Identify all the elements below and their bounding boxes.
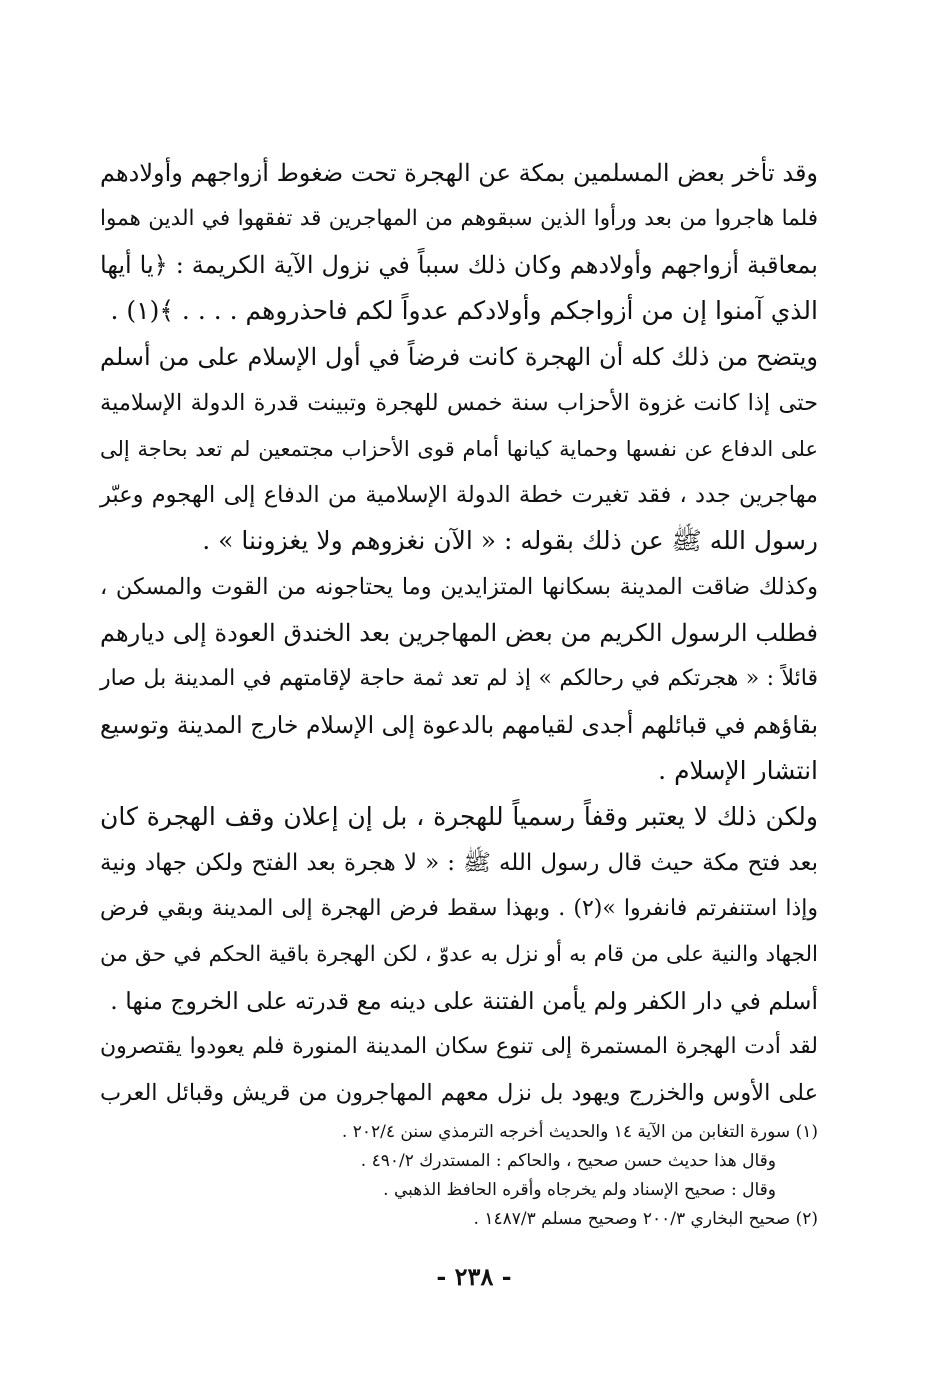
footnote-1-continuation: وقال : صحيح الإسناد ولم يخرجاه وأقره الحافظ الذهبي . [383, 1180, 776, 1200]
text-line: وقد تأخر بعض المسلمين بمكة عن الهجرة تحت ضغوط أزواجهم وأولادهم [100, 159, 818, 187]
text-line: فطلب الرسول الكريم من بعض المهاجرين بعد الخندق العودة إلى ديارهم [100, 619, 818, 647]
text-line: فلما هاجروا من بعد ورأوا الذين سبقوهم من المهاجرين قد تفقهوا في الدين هموا [100, 206, 818, 231]
text-line: انتشار الإسلام . [658, 756, 818, 785]
text-line: مهاجرين جدد ، فقد تغيرت خطة الدولة الإسلامية من الدفاع إلى الهجوم وعبّر [100, 482, 818, 508]
footnote-2: (٢) صحيح البخاري ٢٠٠/٣ وصحيح مسلم ١٤٨٧/٣ . [473, 1209, 818, 1229]
text-line: قائلاً : « هجرتكم في رحالكم » إذ لم تعد ثمة حاجة لإقامتهم في المدينة بل صار [100, 666, 818, 691]
footnote-1: (١) سورة التغابن من الآية ١٤ والحديث أخرجه الترمذي سنن ٢٠٢/٤ . [341, 1122, 818, 1142]
text-line: حتى إذا كانت غزوة الأحزاب سنة خمس للهجرة وتبينت قدرة الدولة الإسلامية [100, 390, 818, 416]
text-line: أسلم في دار الكفر ولم يأمن الفتنة على دينه مع قدرته على الخروج منها . [110, 987, 818, 1015]
text-line: وكذلك ضاقت المدينة بسكانها المتزايدين وما يحتاجونه من القوت والمسكن ، [100, 574, 818, 600]
paragraph-1 [100, 150, 818, 334]
text-line: لقد أدت الهجرة المستمرة إلى تنوع سكان المدينة المنورة فلم يعودوا يقتصرون [100, 1034, 818, 1059]
paragraph-4 [100, 794, 818, 1024]
text-line: وإذا استنفرتم فانفروا »(٢) . وبهذا سقط فرض الهجرة إلى المدينة وبقي فرض [100, 896, 818, 921]
footnotes [100, 1118, 818, 1234]
text-line: بقاؤهم في قبائلهم أجدى لقيامهم بالدعوة إلى الإسلام خارج المدينة وتوسيع [100, 711, 818, 739]
text-line: بمعاقبة أزواجهم وأولادهم وكان ذلك سبباً في نزول الآية الكريمة : ﴿يا أيها [100, 251, 818, 279]
text-line: الذي آمنوا إن من أزواجكم وأولادكم عدواً لكم فاحذروهم . . . . ﴾(١) . [110, 296, 818, 325]
paragraph-2 [100, 334, 818, 564]
main-text [100, 150, 818, 1116]
text-line: ويتضح من ذلك كله أن الهجرة كانت فرضاً في أول الإسلام على من أسلم [100, 343, 818, 371]
page-number: - ٢٣٨ - [436, 1262, 512, 1291]
text-line: ولكن ذلك لا يعتبر وقفاً رسمياً للهجرة ، بل إن إعلان وقف الهجرة كان [100, 802, 818, 831]
paragraph-3 [100, 564, 818, 794]
text-line: على الدفاع عن نفسها وحماية كيانها أمام قوى الأحزاب مجتمعين لم تعد بحاجة إلى [100, 437, 818, 461]
paragraph-5 [100, 1024, 818, 1116]
text-line: على الأوس والخزرج ويهود بل نزل معهم المهاجرون من قريش وقبائل العرب [100, 1080, 818, 1106]
text-line: الجهاد والنية على من قام به أو نزل به عدوّ ، لكن الهجرة باقية الحكم في حق من [100, 942, 818, 967]
text-line: رسول الله ﷺ عن ذلك بقوله : « الآن نغزوهم ولا يغزوننا » . [202, 526, 818, 555]
text-line: بعد فتح مكة حيث قال رسول الله ﷺ : « لا هجرة بعد الفتح ولكن جهاد ونية [100, 850, 818, 876]
footnote-1-continuation: وقال هذا حديث حسن صحيح ، والحاكم : المستدرك ٤٩٠/٢ . [360, 1151, 776, 1171]
